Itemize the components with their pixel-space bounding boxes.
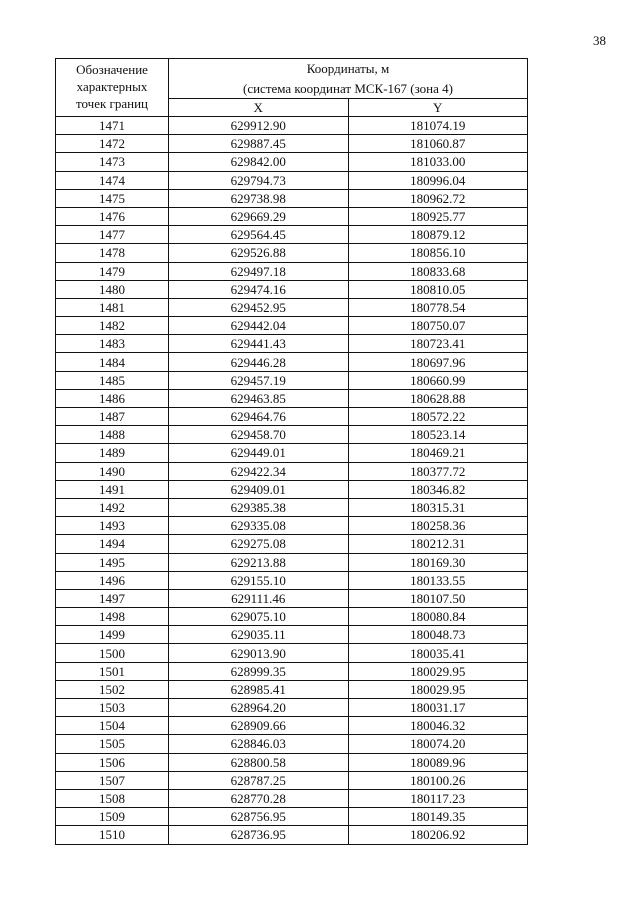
x-coordinate-cell: 629422.34 — [169, 462, 349, 480]
table-row — [56, 189, 528, 207]
table-row — [56, 808, 528, 826]
header-row — [56, 59, 528, 99]
y-coordinate-cell: 180833.68 — [348, 262, 528, 280]
table-row — [56, 135, 528, 153]
x-coordinate-cell: 629464.76 — [169, 408, 349, 426]
point-id-cell: 1490 — [56, 462, 169, 480]
x-header: X — [169, 99, 349, 117]
point-id-cell: 1492 — [56, 498, 169, 516]
x-coordinate-cell: 628985.41 — [169, 680, 349, 698]
x-coordinate-cell: 629497.18 — [169, 262, 349, 280]
y-coordinate-cell: 180572.22 — [348, 408, 528, 426]
x-coordinate-cell: 629013.90 — [169, 644, 349, 662]
coordinates-header — [169, 59, 528, 99]
y-coordinate-cell: 180628.88 — [348, 389, 528, 407]
x-coordinate-cell: 628964.20 — [169, 699, 349, 717]
table-row — [56, 771, 528, 789]
point-id-cell: 1485 — [56, 371, 169, 389]
x-coordinate-cell: 629111.46 — [169, 589, 349, 607]
y-coordinate-cell: 180925.77 — [348, 207, 528, 225]
point-id-cell: 1491 — [56, 480, 169, 498]
table-row — [56, 553, 528, 571]
table-row — [56, 589, 528, 607]
y-coordinate-cell: 180031.17 — [348, 699, 528, 717]
table-row — [56, 262, 528, 280]
y-coordinate-cell: 180879.12 — [348, 226, 528, 244]
table-row — [56, 480, 528, 498]
y-coordinate-cell: 180100.26 — [348, 771, 528, 789]
table-body — [56, 117, 528, 845]
table-row — [56, 353, 528, 371]
x-coordinate-cell: 628999.35 — [169, 662, 349, 680]
y-coordinate-cell: 180996.04 — [348, 171, 528, 189]
y-coordinate-cell: 180315.31 — [348, 498, 528, 516]
point-id-cell: 1505 — [56, 735, 169, 753]
y-coordinate-cell: 180029.95 — [348, 662, 528, 680]
y-coordinate-cell: 180778.54 — [348, 298, 528, 316]
point-id-cell: 1510 — [56, 826, 169, 844]
x-coordinate-cell: 629446.28 — [169, 353, 349, 371]
table-row — [56, 608, 528, 626]
table-row — [56, 789, 528, 807]
y-coordinate-cell: 181074.19 — [348, 117, 528, 135]
point-id-cell: 1488 — [56, 426, 169, 444]
x-coordinate-cell: 629474.16 — [169, 280, 349, 298]
table-row — [56, 462, 528, 480]
table-row — [56, 680, 528, 698]
table-row — [56, 280, 528, 298]
point-id-cell: 1507 — [56, 771, 169, 789]
table-row — [56, 389, 528, 407]
point-id-cell: 1475 — [56, 189, 169, 207]
y-coordinate-cell: 181033.00 — [348, 153, 528, 171]
y-coordinate-cell: 180377.72 — [348, 462, 528, 480]
x-coordinate-cell: 629452.95 — [169, 298, 349, 316]
y-coordinate-cell: 180029.95 — [348, 680, 528, 698]
point-id-cell: 1489 — [56, 444, 169, 462]
point-id-cell: 1476 — [56, 207, 169, 225]
table-row — [56, 298, 528, 316]
y-coordinate-cell: 180750.07 — [348, 317, 528, 335]
table-row — [56, 408, 528, 426]
x-coordinate-cell: 629075.10 — [169, 608, 349, 626]
x-coordinate-cell: 628736.95 — [169, 826, 349, 844]
table-row — [56, 153, 528, 171]
point-id-cell: 1504 — [56, 717, 169, 735]
point-id-cell: 1498 — [56, 608, 169, 626]
table-row — [56, 826, 528, 844]
table-row — [56, 535, 528, 553]
x-coordinate-cell: 629887.45 — [169, 135, 349, 153]
y-coordinate-cell: 180206.92 — [348, 826, 528, 844]
point-id-cell: 1474 — [56, 171, 169, 189]
x-coordinate-cell: 629738.98 — [169, 189, 349, 207]
y-header: Y — [348, 99, 528, 117]
point-id-cell: 1499 — [56, 626, 169, 644]
x-coordinate-cell: 629463.85 — [169, 389, 349, 407]
x-coordinate-cell: 628787.25 — [169, 771, 349, 789]
y-coordinate-cell: 180212.31 — [348, 535, 528, 553]
y-coordinate-cell: 180723.41 — [348, 335, 528, 353]
y-coordinate-cell: 180149.35 — [348, 808, 528, 826]
table-row — [56, 317, 528, 335]
table-row — [56, 244, 528, 262]
coordinate-system: (система координат МСК-167 (зона 4) — [243, 80, 453, 96]
y-coordinate-cell: 180962.72 — [348, 189, 528, 207]
table-row — [56, 371, 528, 389]
point-id-cell: 1473 — [56, 153, 169, 171]
point-id-cell: 1501 — [56, 662, 169, 680]
table-row — [56, 335, 528, 353]
point-id-cell: 1503 — [56, 699, 169, 717]
y-coordinate-cell: 180048.73 — [348, 626, 528, 644]
point-id-cell: 1472 — [56, 135, 169, 153]
point-id-cell: 1495 — [56, 553, 169, 571]
x-coordinate-cell: 629385.38 — [169, 498, 349, 516]
x-coordinate-cell: 628756.95 — [169, 808, 349, 826]
table-row — [56, 626, 528, 644]
table-row — [56, 444, 528, 462]
table-row — [56, 171, 528, 189]
point-id-cell: 1481 — [56, 298, 169, 316]
point-id-cell: 1471 — [56, 117, 169, 135]
y-coordinate-cell: 180107.50 — [348, 589, 528, 607]
x-coordinate-cell: 629449.01 — [169, 444, 349, 462]
x-coordinate-cell: 629794.73 — [169, 171, 349, 189]
y-coordinate-cell: 180035.41 — [348, 644, 528, 662]
point-id-cell: 1479 — [56, 262, 169, 280]
y-coordinate-cell: 180856.10 — [348, 244, 528, 262]
y-coordinate-cell: 180080.84 — [348, 608, 528, 626]
point-id-cell: 1480 — [56, 280, 169, 298]
table-row — [56, 753, 528, 771]
point-label-header-line: характерных — [76, 79, 148, 95]
x-coordinate-cell: 628770.28 — [169, 789, 349, 807]
x-coordinate-cell: 629409.01 — [169, 480, 349, 498]
x-coordinate-cell: 629213.88 — [169, 553, 349, 571]
y-coordinate-cell: 180169.30 — [348, 553, 528, 571]
y-coordinate-cell: 180089.96 — [348, 753, 528, 771]
y-coordinate-cell: 180133.55 — [348, 571, 528, 589]
coordinates-title: Координаты, м — [306, 61, 390, 76]
y-coordinate-cell: 180660.99 — [348, 371, 528, 389]
point-id-cell: 1483 — [56, 335, 169, 353]
point-id-cell: 1478 — [56, 244, 169, 262]
point-id-cell: 1506 — [56, 753, 169, 771]
x-coordinate-cell: 629155.10 — [169, 571, 349, 589]
point-id-cell: 1509 — [56, 808, 169, 826]
point-label-header — [56, 59, 169, 117]
x-coordinate-cell: 629335.08 — [169, 517, 349, 535]
x-coordinate-cell: 629441.43 — [169, 335, 349, 353]
point-id-cell: 1493 — [56, 517, 169, 535]
x-coordinate-cell: 628846.03 — [169, 735, 349, 753]
point-id-cell: 1508 — [56, 789, 169, 807]
x-coordinate-cell: 629564.45 — [169, 226, 349, 244]
table-row — [56, 735, 528, 753]
y-coordinate-cell: 180346.82 — [348, 480, 528, 498]
x-coordinate-cell: 628909.66 — [169, 717, 349, 735]
x-coordinate-cell: 628800.58 — [169, 753, 349, 771]
table-row — [56, 498, 528, 516]
y-coordinate-cell: 180810.05 — [348, 280, 528, 298]
point-id-cell: 1487 — [56, 408, 169, 426]
x-coordinate-cell: 629912.90 — [169, 117, 349, 135]
point-id-cell: 1477 — [56, 226, 169, 244]
x-coordinate-cell: 629842.00 — [169, 153, 349, 171]
x-coordinate-cell: 629669.29 — [169, 207, 349, 225]
y-coordinate-cell: 180258.36 — [348, 517, 528, 535]
table-row — [56, 699, 528, 717]
table-row — [56, 226, 528, 244]
table-header — [56, 59, 528, 117]
y-coordinate-cell: 180074.20 — [348, 735, 528, 753]
point-label-header-line: Обозначение — [76, 62, 148, 78]
table-row — [56, 426, 528, 444]
point-id-cell: 1502 — [56, 680, 169, 698]
y-coordinate-cell: 180046.32 — [348, 717, 528, 735]
point-id-cell: 1486 — [56, 389, 169, 407]
y-coordinate-cell: 180469.21 — [348, 444, 528, 462]
table-row — [56, 644, 528, 662]
point-id-cell: 1496 — [56, 571, 169, 589]
point-id-cell: 1497 — [56, 589, 169, 607]
table-row — [56, 662, 528, 680]
y-coordinate-cell: 181060.87 — [348, 135, 528, 153]
table-row — [56, 571, 528, 589]
y-coordinate-cell: 180697.96 — [348, 353, 528, 371]
x-coordinate-cell: 629457.19 — [169, 371, 349, 389]
x-coordinate-cell: 629442.04 — [169, 317, 349, 335]
x-coordinate-cell: 629035.11 — [169, 626, 349, 644]
table-row — [56, 717, 528, 735]
point-id-cell: 1494 — [56, 535, 169, 553]
point-id-cell: 1484 — [56, 353, 169, 371]
table-row — [56, 117, 528, 135]
point-id-cell: 1482 — [56, 317, 169, 335]
y-coordinate-cell: 180523.14 — [348, 426, 528, 444]
y-coordinate-cell: 180117.23 — [348, 789, 528, 807]
point-label-header-line: точек границ — [75, 95, 149, 111]
x-coordinate-cell: 629458.70 — [169, 426, 349, 444]
x-coordinate-cell: 629275.08 — [169, 535, 349, 553]
x-coordinate-cell: 629526.88 — [169, 244, 349, 262]
coordinates-table — [55, 58, 528, 845]
page-number: 38 — [593, 33, 606, 48]
point-id-cell: 1500 — [56, 644, 169, 662]
table-row — [56, 517, 528, 535]
table-row — [56, 207, 528, 225]
